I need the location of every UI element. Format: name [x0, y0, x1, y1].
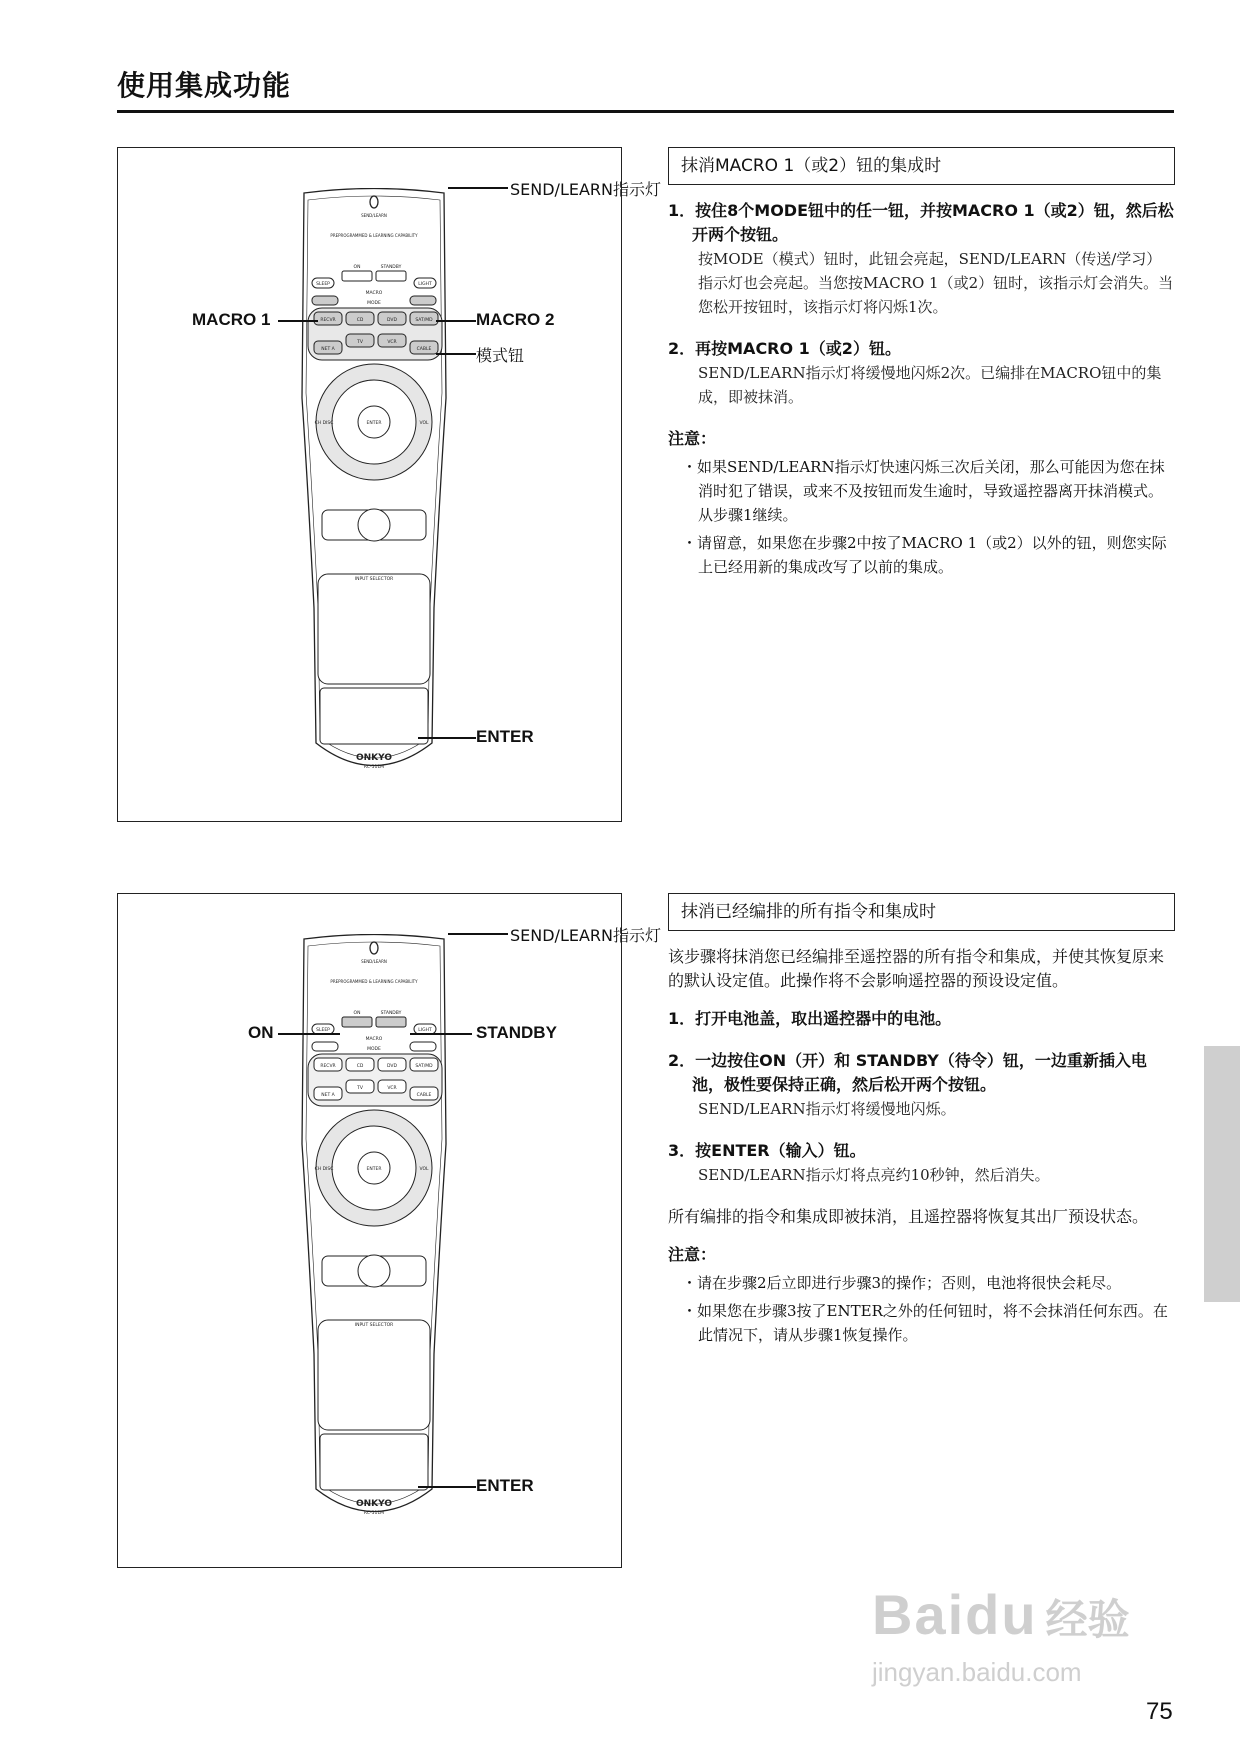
remote-cd-text: CD [356, 318, 364, 323]
remote-recvr-text: RECVR [320, 1064, 336, 1069]
watermark-cn: 经验 [1045, 1595, 1130, 1644]
remote-brand-text: ONKYO [355, 753, 393, 763]
remote-standby-text: STANDBY [380, 1011, 402, 1016]
remote-mode-text: MODE [367, 301, 381, 306]
remote-on-text: ON [353, 265, 361, 270]
remote-macro-text: MACRO [365, 291, 383, 296]
remote-recvr-text: RECVR [320, 318, 336, 323]
remote-sleep-text: SLEEP [316, 1028, 330, 1033]
section2-heading: 抹消已经编排的所有指令和集成时 [668, 893, 1175, 931]
section-erase-macro [668, 147, 1175, 583]
remote-figure-reset [117, 893, 662, 1568]
section2-step-1 [668, 1007, 1175, 1031]
remote-macro-text: MACRO [365, 1037, 383, 1042]
remote-ch-text: CH DISC [314, 421, 334, 426]
remote-sat-text: SAT/MD [415, 1064, 433, 1069]
remote-tv-text: TV [357, 1086, 363, 1091]
remote-enter-text: ENTER [366, 1167, 382, 1172]
page-title: 使用集成功能 [117, 69, 292, 102]
remote-on-button [342, 1017, 372, 1027]
section1-step-2-title: 2．再按MACRO 1（或2）钮。 [668, 339, 901, 358]
callout-on: ON [248, 1023, 274, 1042]
section1-note-label: 注意： [668, 429, 717, 448]
callout-mode-buttons: 模式钮 [476, 346, 525, 365]
remote-standby-text: STANDBY [380, 265, 402, 270]
remote-macro1-button [312, 296, 338, 305]
remote-net-text: NET A [321, 347, 335, 352]
remote-model-text: RC-511M [363, 765, 385, 770]
remote-control-illustration [294, 934, 454, 1529]
section2-intro: 该步骤将抹消您已经编排至遥控器的所有指令和集成，并使其恢复原来的默认设定值。此操作将不会影响遥控器的预设设定值。 [668, 947, 1165, 990]
remote-figure-macro [117, 147, 662, 822]
leader-enter [418, 737, 476, 739]
remote-cable-text: CABLE [416, 347, 432, 352]
remote-vol-text: VOL [419, 421, 429, 426]
remote-mode-text: MODE [367, 1047, 381, 1052]
callout-enter: ENTER [476, 727, 534, 746]
remote-tv-text: TV [357, 340, 363, 345]
section2-step-3-title: 3．按ENTER（输入）钮。 [668, 1141, 866, 1160]
baidu-watermark [872, 1582, 1172, 1722]
remote-vol-text: VOL [419, 1167, 429, 1172]
remote-control-illustration [294, 188, 454, 783]
remote-vcr-text: VCR [387, 1086, 397, 1091]
section2-step-2-title: 2．一边按住ON（开）和 STANDBY（待令）钮，一边重新插入电池，极性要保持正确，然后松开两个按钮。 [668, 1051, 1147, 1094]
remote-brand-text: ONKYO [355, 1499, 393, 1509]
remote-ch-text: CH DISC [314, 1167, 334, 1172]
remote-standby-button [376, 1017, 406, 1027]
section2-step-2-desc: SEND/LEARN指示灯将缓慢地闪烁。 [698, 1100, 956, 1118]
callout-send-learn: SEND/LEARN指示灯 [510, 180, 662, 199]
remote-send-learn-text: SEND/LEARN [361, 213, 387, 218]
watermark-logo: Baidu [872, 1583, 1038, 1646]
section2-step-1-title: 1．打开电池盖，取出遥控器中的电池。 [668, 1009, 952, 1028]
remote-prog-text: PREPROGRAMMED & LEARNING CAPABILITY [330, 979, 418, 984]
section1-step-1-desc: 按MODE（模式）钮时，此钮会亮起，SEND/LEARN（传送/学习）指示灯也会亮起。当您按MACRO 1（或2）钮时，该指示灯会消失。当您松开按钮时，该指示灯将闪烁1次。 [698, 250, 1174, 316]
leader-standby [410, 1033, 472, 1035]
remote-light-text: LIGHT [418, 1028, 432, 1033]
section1-step-2-desc: SEND/LEARN指示灯将缓慢地闪烁2次。已编排在MACRO钮中的集成，即被抹消。 [698, 364, 1162, 406]
callout-macro1: MACRO 1 [192, 310, 271, 329]
section1-step-1-title: 1．按住8个MODE钮中的任一钮，并按MACRO 1（或2）钮，然后松开两个按钮。 [668, 201, 1174, 244]
leader-enter [418, 1486, 476, 1488]
section-erase-all [668, 893, 1175, 1351]
remote-sleep-text: SLEEP [316, 282, 330, 287]
title-rule [117, 110, 1174, 113]
side-tab-marker [1204, 1046, 1240, 1302]
callout-enter: ENTER [476, 1476, 534, 1495]
section1-note-1: ・如果SEND/LEARN指示灯快速闪烁三次后关闭，那么可能因为您在抹消时犯了错误，或来不及按钮而发生逾时，导致遥控器离开抹消模式。从步骤1继续。 [682, 458, 1165, 524]
section1-note-2: ・请留意，如果您在步骤2中按了MACRO 1（或2）以外的钮，则您实际上已经用新的集成改写了以前的集成。 [682, 534, 1167, 576]
remote-cable-text: CABLE [416, 1093, 432, 1098]
remote-prog-text: PREPROGRAMMED & LEARNING CAPABILITY [330, 233, 418, 238]
section2-step-3 [668, 1139, 1175, 1187]
remote-light-text: LIGHT [418, 282, 432, 287]
callout-macro2: MACRO 2 [476, 310, 555, 329]
remote-send-learn-text: SEND/LEARN [361, 959, 387, 964]
remote-model-text: RC-511M [363, 1511, 385, 1516]
section1-step-1 [668, 199, 1175, 319]
leader-mode-buttons [436, 353, 476, 355]
callout-standby: STANDBY [476, 1023, 557, 1042]
section1-step-2 [668, 337, 1175, 409]
leader-on [278, 1033, 340, 1035]
remote-input-selector-text: INPUT SELECTOR [354, 1323, 394, 1328]
section2-step-2 [668, 1049, 1175, 1121]
page-number: 75 [1146, 1698, 1173, 1725]
remote-on-button [342, 271, 372, 281]
remote-dvd-text: DVD [387, 1064, 397, 1069]
section1-heading: 抹消MACRO 1（或2）钮的集成时 [668, 147, 1175, 185]
remote-net-text: NET A [321, 1093, 335, 1098]
leader-macro1 [278, 320, 318, 322]
remote-macro2-button [410, 296, 436, 305]
remote-sat-text: SAT/MD [415, 318, 433, 323]
remote-vcr-text: VCR [387, 340, 397, 345]
remote-enter-text: ENTER [366, 421, 382, 426]
remote-on-text: ON [353, 1011, 361, 1016]
section2-note-label: 注意： [668, 1245, 717, 1264]
section2-note-1: ・请在步骤2后立即进行步骤3的操作；否则，电池将很快会耗尽。 [682, 1274, 1122, 1292]
section2-outro: 所有编排的指令和集成即被抹消，且遥控器将恢复其出厂预设状态。 [668, 1207, 1149, 1226]
watermark-url: jingyan.baidu.com [872, 1657, 1082, 1687]
remote-cd-text: CD [356, 1064, 364, 1069]
remote-dvd-text: DVD [387, 318, 397, 323]
remote-standby-button [376, 271, 406, 281]
callout-send-learn: SEND/LEARN指示灯 [510, 926, 662, 945]
remote-input-selector-text: INPUT SELECTOR [354, 577, 394, 582]
section2-step-3-desc: SEND/LEARN指示灯将点亮约10秒钟，然后消失。 [698, 1166, 1050, 1184]
section2-note-2: ・如果您在步骤3按了ENTER之外的任何钮时，将不会抹消任何东西。在此情况下，请从步骤1恢复操作。 [682, 1302, 1168, 1344]
